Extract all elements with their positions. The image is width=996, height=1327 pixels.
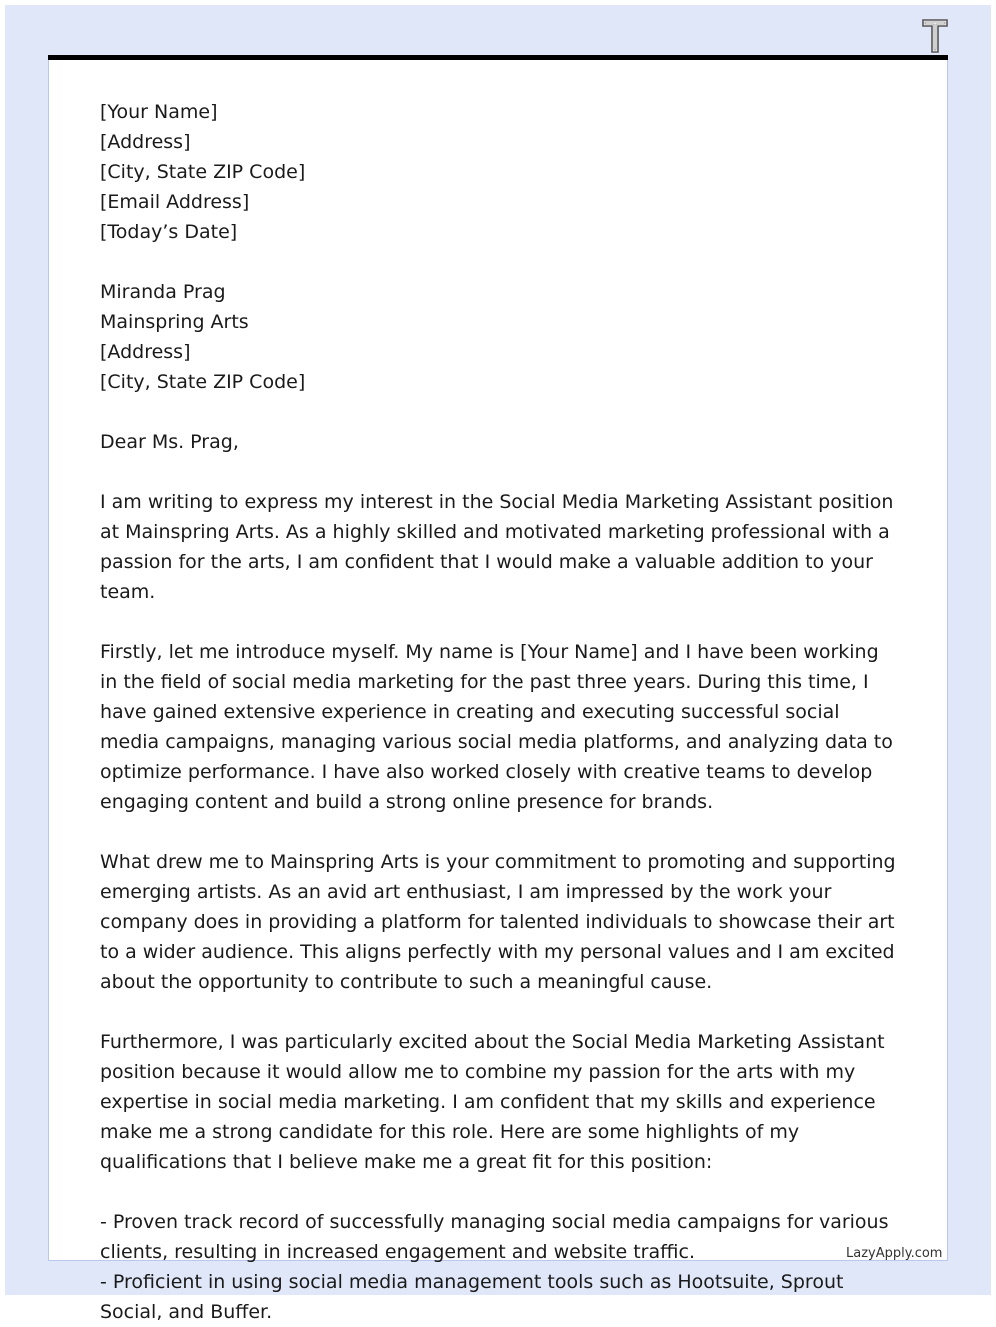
salutation: Dear Ms. Prag, xyxy=(100,431,239,453)
sender-address: [Address] xyxy=(100,131,191,153)
recipient-name: Miranda Prag xyxy=(100,281,226,303)
paragraph-intro: I am writing to express my interest in the Social Media Marketing Assistant position at Mainspring Arts. As a highly skilled and motivated marketing professional with a passion for the arts, I am confident that I would make a valuable addition to your team. xyxy=(100,491,894,603)
qualification-list xyxy=(100,1207,900,1327)
sender-city-state-zip: [City, State ZIP Code] xyxy=(100,161,306,183)
recipient-address: [Address] xyxy=(100,341,191,363)
recipient-block xyxy=(100,277,900,397)
sender-block xyxy=(100,97,900,247)
watermark-text: LazyApply.com xyxy=(846,1246,943,1261)
recipient-company: Mainspring Arts xyxy=(100,311,249,333)
paragraph-qualifications: Furthermore, I was particularly excited about the Social Media Marketing Assistant position because it would allow me to combine my passion for the arts with my expertise in social media marketing. I am confident that my skills and experience make me a strong candidate for this role. Here are some highlights of my qualifications that I believe make me a great fit for this position: xyxy=(100,1031,885,1173)
letter-body xyxy=(100,97,900,1327)
sender-name: [Your Name] xyxy=(100,101,218,123)
list-item: - Proven track record of successfully managing social media campaigns for various clients, resulting in increased engagement and website traffic. xyxy=(100,1211,889,1263)
paragraph-experience: Firstly, let me introduce myself. My name is [Your Name] and I have been working in the field of social media marketing for the past three years. During this time, I have gained extensive experience in creating and executing successful social media campaigns, managing various social media platforms, and analyzing data to optimize performance. I have also worked closely with creative teams to develop engaging content and build a strong online presence for brands. xyxy=(100,641,893,813)
sender-email: [Email Address] xyxy=(100,191,250,213)
list-item: - Proficient in using social media management tools such as Hootsuite, Sprout Social, and Buffer. xyxy=(100,1271,844,1323)
t-letter-icon xyxy=(920,18,950,54)
recipient-city-state-zip: [City, State ZIP Code] xyxy=(100,371,306,393)
paragraph-motivation: What drew me to Mainspring Arts is your commitment to promoting and supporting emerging artists. As an avid art enthusiast, I am impressed by the work your company does in providing a platform for talented individuals to showcase their art to a wider audience. This aligns perfectly with my personal values and I am excited about the opportunity to contribute to such a meaningful cause. xyxy=(100,851,896,993)
sender-date: [Today’s Date] xyxy=(100,221,238,243)
